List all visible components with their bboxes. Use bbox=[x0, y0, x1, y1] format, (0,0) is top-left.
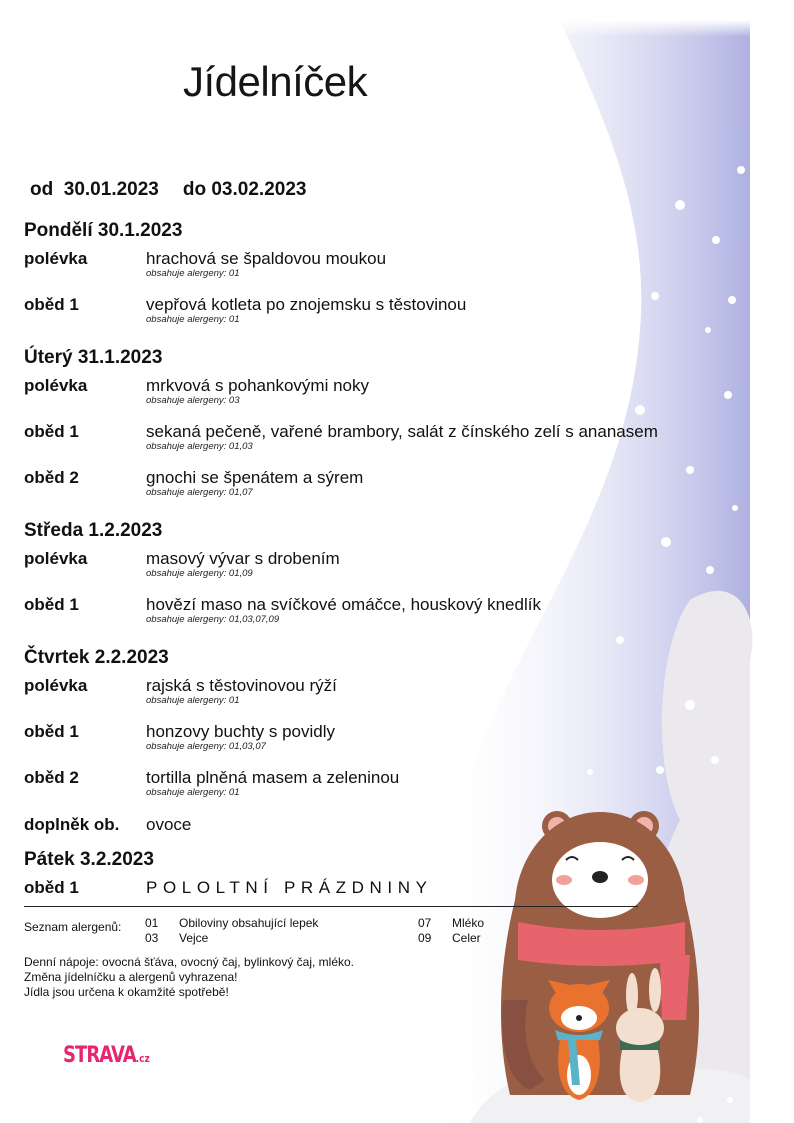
note-change: Změna jídelníčku a alergenů vyhrazena! bbox=[24, 970, 238, 984]
dish-name: hovězí maso na svíčkové omáčce, houskový knedlík bbox=[146, 595, 541, 614]
course-label: oběd 1 bbox=[24, 422, 79, 441]
course-label: oběd 1 bbox=[24, 722, 79, 741]
dish-allergens: obsahuje alergeny: 01,09 bbox=[146, 568, 253, 579]
dish-allergens: obsahuje alergeny: 01 bbox=[146, 787, 240, 798]
dish-allergens: obsahuje alergeny: 01,03 bbox=[146, 441, 253, 452]
course-label: polévka bbox=[24, 249, 88, 268]
strava-logo: STRAVA.cz bbox=[63, 1043, 150, 1068]
dish-name: honzovy buchty s povidly bbox=[146, 722, 335, 741]
date-to: do 03.02.2023 bbox=[182, 179, 307, 200]
course-label: oběd 2 bbox=[24, 768, 79, 787]
course-label: polévka bbox=[24, 676, 88, 695]
dish-allergens: obsahuje alergeny: 03 bbox=[146, 395, 240, 406]
course-label: oběd 1 bbox=[24, 295, 79, 314]
course-label: oběd 2 bbox=[24, 468, 79, 487]
allergen-code: 07 bbox=[418, 916, 432, 930]
allergen-name: Vejce bbox=[179, 931, 209, 945]
day-title-tuesday: Úterý 31.1.2023 bbox=[24, 347, 163, 368]
allergen-name: Mléko bbox=[452, 916, 485, 930]
divider bbox=[24, 906, 638, 907]
dish-name: tortilla plněná masem a zeleninou bbox=[146, 768, 400, 787]
dish-allergens: obsahuje alergeny: 01 bbox=[146, 268, 240, 279]
day-title-monday: Pondělí 30.1.2023 bbox=[24, 220, 183, 241]
date-from: od 30.01.2023 bbox=[30, 179, 159, 200]
dish-allergens: obsahuje alergeny: 01 bbox=[146, 695, 240, 706]
dish-name: mrkvová s pohankovými noky bbox=[146, 376, 369, 395]
dish-name: sekaná pečeně, vařené brambory, salát z čínského zelí s ananasem bbox=[146, 422, 658, 441]
allergen-code: 01 bbox=[145, 916, 159, 930]
day-title-thursday: Čtvrtek 2.2.2023 bbox=[24, 647, 169, 668]
course-label: oběd 1 bbox=[24, 595, 79, 614]
day-title-friday: Pátek 3.2.2023 bbox=[24, 849, 154, 870]
allergen-list-label: Seznam alergenů: bbox=[24, 920, 122, 934]
allergen-name: Celer bbox=[452, 931, 481, 945]
allergen-name: Obiloviny obsahující lepek bbox=[179, 916, 319, 930]
course-label: doplněk ob. bbox=[24, 815, 120, 834]
course-label: oběd 1 bbox=[24, 878, 79, 897]
note-consume: Jídla jsou určena k okamžité spotřebě! bbox=[24, 985, 229, 999]
allergen-code: 03 bbox=[145, 931, 159, 945]
dish-name: ovoce bbox=[146, 815, 192, 834]
page-title: Jídelníček bbox=[183, 58, 368, 105]
dish-name: rajská s těstovinovou rýží bbox=[146, 676, 337, 695]
dish-allergens: obsahuje alergeny: 01 bbox=[146, 314, 240, 325]
dish-allergens: obsahuje alergeny: 01,03,07 bbox=[146, 741, 266, 752]
course-label: polévka bbox=[24, 549, 88, 568]
dish-name: vepřová kotleta po znojemsku s těstovinou bbox=[146, 295, 467, 314]
dish-allergens: obsahuje alergeny: 01,07 bbox=[146, 487, 253, 498]
day-title-wednesday: Středa 1.2.2023 bbox=[24, 520, 163, 541]
dish-name: gnochi se špenátem a sýrem bbox=[146, 468, 364, 487]
dish-name: hrachová se špaldovou moukou bbox=[146, 249, 387, 268]
allergen-code: 09 bbox=[418, 931, 432, 945]
date-range bbox=[30, 179, 306, 201]
note-drinks: Denní nápoje: ovocná šťáva, ovocný čaj, bylinkový čaj, mléko. bbox=[24, 955, 355, 969]
holiday-notice: POLOLTNÍ PRÁZDNINY bbox=[146, 878, 433, 897]
dish-name: masový vývar s drobením bbox=[146, 549, 340, 568]
dish-allergens: obsahuje alergeny: 01,03,07,09 bbox=[146, 614, 280, 625]
course-label: polévka bbox=[24, 376, 88, 395]
